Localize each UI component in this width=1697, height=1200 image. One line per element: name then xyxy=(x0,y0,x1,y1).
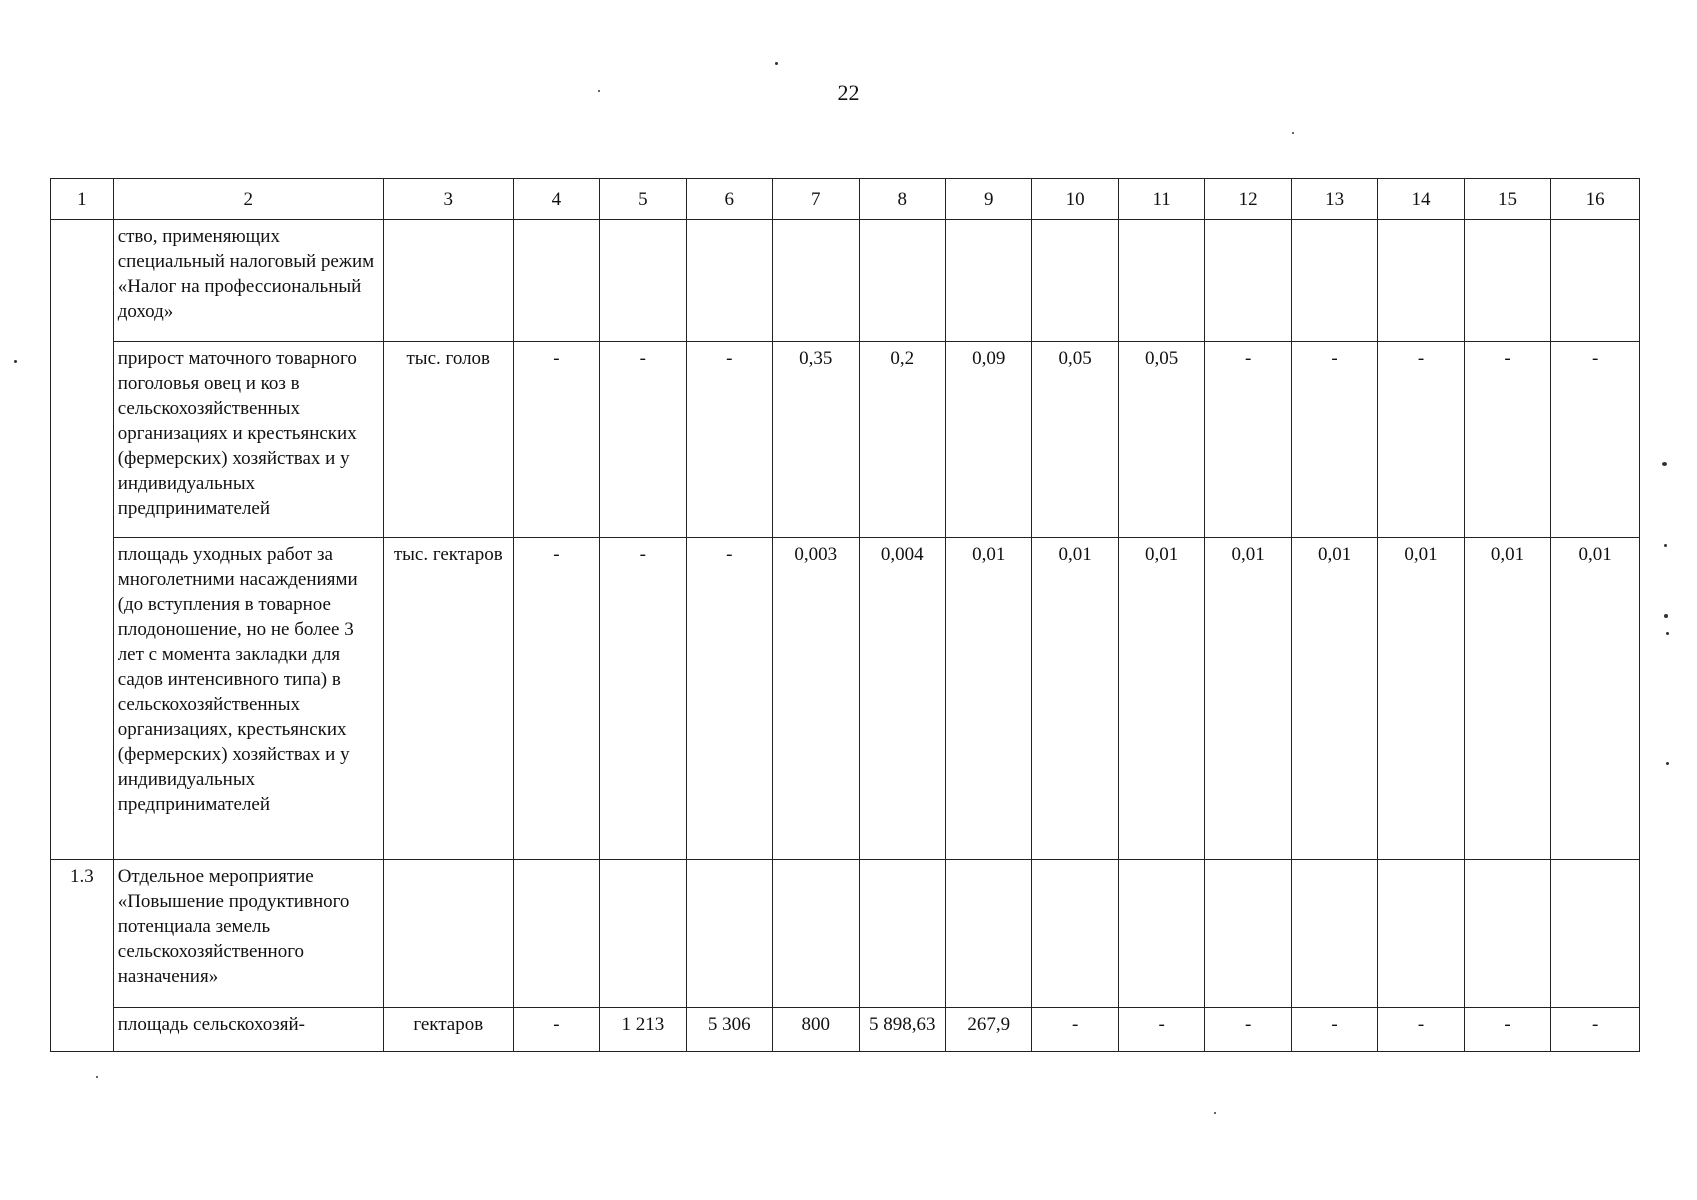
value-cell: 0,01 xyxy=(945,538,1031,860)
value-cell: 800 xyxy=(773,1008,859,1052)
value-cell: 0,09 xyxy=(945,342,1031,538)
value-cell xyxy=(773,860,859,1008)
indicator-name: Отдельное мероприятие «Повышение продуктивного потенциала земель сельскохозяйственного назначения» xyxy=(113,860,383,1008)
value-cell: 0,01 xyxy=(1551,538,1640,860)
header-cell: 3 xyxy=(383,179,513,220)
value-cell: 0,05 xyxy=(1032,342,1118,538)
row-number: 1.3 xyxy=(51,860,114,1052)
value-cell: - xyxy=(600,538,686,860)
value-cell: - xyxy=(1378,1008,1464,1052)
indicator-name: ство, применяющих специальный налоговый режим «Налог на профессиональный доход» xyxy=(113,220,383,342)
value-cell: - xyxy=(1205,1008,1291,1052)
indicator-name: площадь сельскохозяй- xyxy=(113,1008,383,1052)
scan-speck xyxy=(598,90,600,92)
value-cell: 0,01 xyxy=(1205,538,1291,860)
value-cell xyxy=(513,860,599,1008)
value-cell xyxy=(1464,860,1550,1008)
value-cell: 0,01 xyxy=(1032,538,1118,860)
value-cell: - xyxy=(1464,1008,1550,1052)
scan-speck xyxy=(1664,544,1667,547)
value-cell: - xyxy=(1118,1008,1204,1052)
unit-cell xyxy=(383,860,513,1008)
value-cell xyxy=(1118,860,1204,1008)
value-cell: 0,003 xyxy=(773,538,859,860)
indicator-name: прирост маточного товарного поголовья овец и коз в сельскохозяйственных организациях и крестьянских (фермерских) хозяйствах и у индивидуальных предпринимателей xyxy=(113,342,383,538)
scan-speck xyxy=(14,360,17,363)
header-cell: 1 xyxy=(51,179,114,220)
scan-speck xyxy=(1664,614,1668,618)
value-cell: 0,35 xyxy=(773,342,859,538)
value-cell: 0,01 xyxy=(1291,538,1377,860)
row-number xyxy=(51,220,114,860)
scan-speck xyxy=(1292,132,1294,134)
value-cell xyxy=(513,220,599,342)
header-cell: 7 xyxy=(773,179,859,220)
value-cell: - xyxy=(1464,342,1550,538)
header-cell: 11 xyxy=(1118,179,1204,220)
scan-speck xyxy=(1662,462,1667,466)
value-cell xyxy=(1464,220,1550,342)
unit-cell: тыс. голов xyxy=(383,342,513,538)
unit-cell: тыс. гектаров xyxy=(383,538,513,860)
value-cell xyxy=(686,220,772,342)
value-cell: - xyxy=(513,538,599,860)
value-cell xyxy=(1291,220,1377,342)
page-number: 22 xyxy=(837,80,860,105)
value-cell xyxy=(600,860,686,1008)
scan-speck xyxy=(1666,762,1669,765)
table-row xyxy=(51,342,1640,538)
scan-speck xyxy=(1214,1112,1216,1114)
indicators-table xyxy=(50,178,1640,1052)
value-cell: - xyxy=(1291,1008,1377,1052)
value-cell xyxy=(945,220,1031,342)
value-cell xyxy=(1032,220,1118,342)
scan-speck xyxy=(1666,632,1669,635)
value-cell xyxy=(1551,860,1640,1008)
unit-cell: гектаров xyxy=(383,1008,513,1052)
table-row xyxy=(51,220,1640,342)
header-cell: 4 xyxy=(513,179,599,220)
value-cell: - xyxy=(513,342,599,538)
value-cell xyxy=(1291,860,1377,1008)
value-cell xyxy=(1551,220,1640,342)
value-cell xyxy=(600,220,686,342)
header-cell: 13 xyxy=(1291,179,1377,220)
value-cell xyxy=(859,860,945,1008)
value-cell: - xyxy=(686,538,772,860)
value-cell: - xyxy=(1551,1008,1640,1052)
value-cell xyxy=(1118,220,1204,342)
value-cell xyxy=(686,860,772,1008)
value-cell xyxy=(1205,220,1291,342)
value-cell: 0,2 xyxy=(859,342,945,538)
value-cell: 5 898,63 xyxy=(859,1008,945,1052)
indicator-name: площадь уходных работ за многолетними насаждениями (до вступления в товарное плодоношение, но не более 3 лет с момента закладки для садов интенсивного типа) в сельскохозяйственных организациях, крестьянских (фермерских) хозяйствах и у индивидуальных предпринимателей xyxy=(113,538,383,860)
value-cell: 0,01 xyxy=(1378,538,1464,860)
value-cell: 0,004 xyxy=(859,538,945,860)
value-cell: - xyxy=(1378,342,1464,538)
value-cell xyxy=(1205,860,1291,1008)
value-cell xyxy=(1378,220,1464,342)
value-cell: 0,01 xyxy=(1464,538,1550,860)
header-cell: 8 xyxy=(859,179,945,220)
value-cell: - xyxy=(1551,342,1640,538)
value-cell: - xyxy=(1205,342,1291,538)
header-cell: 14 xyxy=(1378,179,1464,220)
scan-speck xyxy=(775,62,778,65)
value-cell: 5 306 xyxy=(686,1008,772,1052)
value-cell xyxy=(859,220,945,342)
table-row xyxy=(51,538,1640,860)
unit-cell xyxy=(383,220,513,342)
scan-speck xyxy=(96,1076,98,1078)
value-cell: - xyxy=(1032,1008,1118,1052)
value-cell xyxy=(945,860,1031,1008)
value-cell: - xyxy=(600,342,686,538)
value-cell: - xyxy=(1291,342,1377,538)
value-cell: 0,05 xyxy=(1118,342,1204,538)
table-row xyxy=(51,1008,1640,1052)
header-cell: 2 xyxy=(113,179,383,220)
value-cell xyxy=(1378,860,1464,1008)
value-cell xyxy=(773,220,859,342)
table-row xyxy=(51,860,1640,1008)
header-cell: 12 xyxy=(1205,179,1291,220)
value-cell: 267,9 xyxy=(945,1008,1031,1052)
value-cell: 1 213 xyxy=(600,1008,686,1052)
value-cell xyxy=(1032,860,1118,1008)
header-cell: 15 xyxy=(1464,179,1550,220)
value-cell: 0,01 xyxy=(1118,538,1204,860)
header-cell: 10 xyxy=(1032,179,1118,220)
header-cell: 6 xyxy=(686,179,772,220)
value-cell: - xyxy=(513,1008,599,1052)
value-cell: - xyxy=(686,342,772,538)
header-row xyxy=(51,179,1640,220)
header-cell: 5 xyxy=(600,179,686,220)
header-cell: 9 xyxy=(945,179,1031,220)
header-cell: 16 xyxy=(1551,179,1640,220)
